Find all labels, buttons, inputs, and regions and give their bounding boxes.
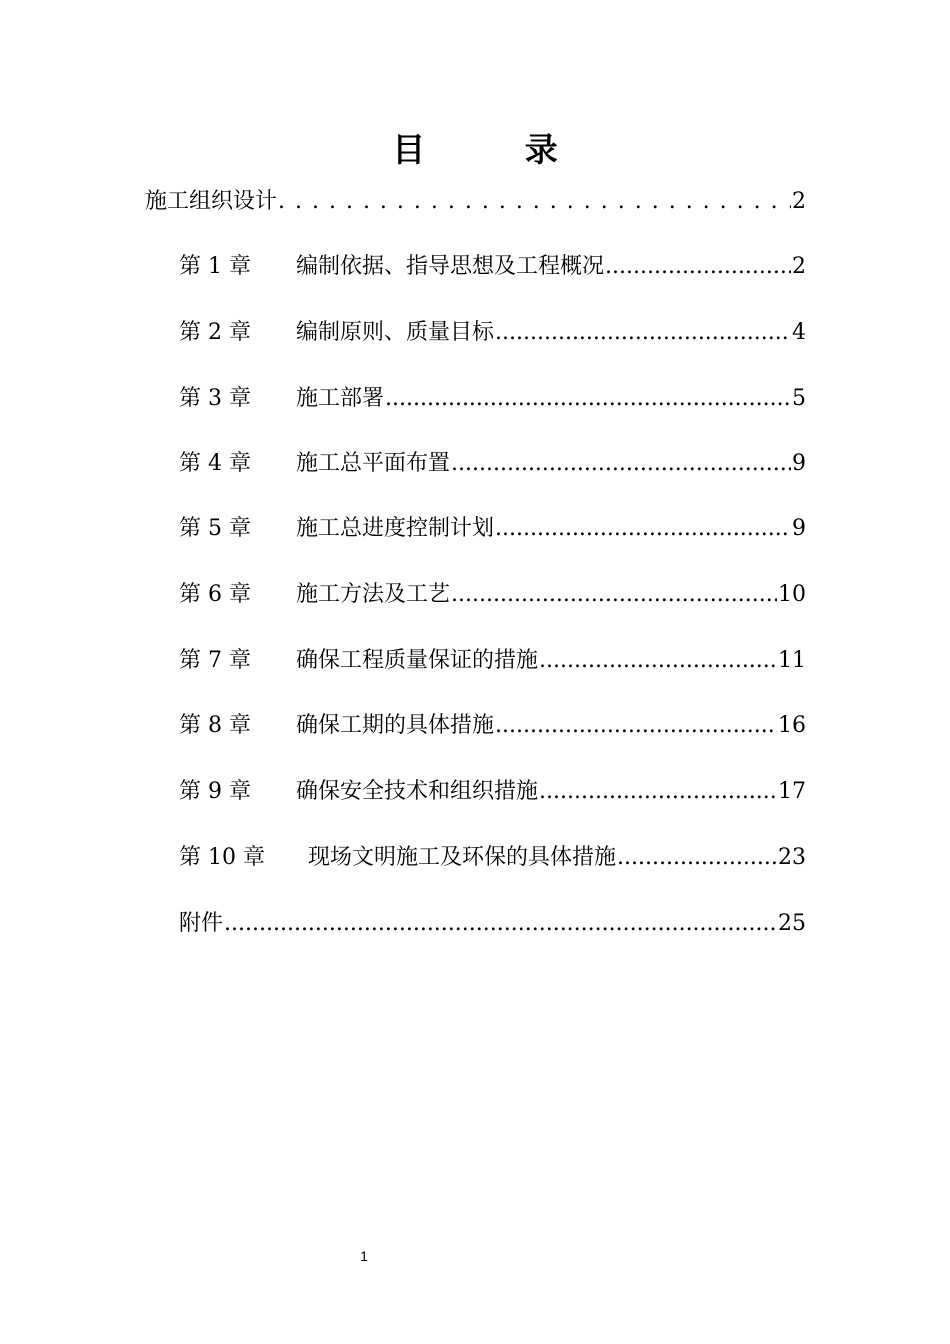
page-number-footer: 1 <box>360 1248 368 1264</box>
toc-entry-page: 17 <box>778 779 806 804</box>
toc-chapter-number: 第 4 章 <box>179 451 251 476</box>
toc-entry-page: 5 <box>792 386 806 411</box>
toc-entry-chapter-3[interactable] <box>179 384 806 414</box>
toc-entry-label: 编制依据、指导思想及工程概况 <box>296 254 605 279</box>
toc-entry-label: 现场文明施工及环保的具体措施 <box>308 845 617 870</box>
toc-entry-page: 9 <box>792 516 806 541</box>
toc-entry-label: 施工组织设计 <box>145 189 278 214</box>
toc-chapter-number: 第 5 章 <box>179 516 251 541</box>
toc-leader-dots <box>385 384 791 414</box>
toc-entry-label: 施工总进度控制计划 <box>296 516 495 541</box>
toc-title: 目 录 <box>392 130 602 169</box>
toc-entry-page: 11 <box>778 648 806 673</box>
toc-chapter-number: 第 2 章 <box>179 320 251 345</box>
toc-leader-dots <box>495 514 791 544</box>
toc-leader-dots <box>451 580 777 610</box>
toc-entry-chapter-6[interactable] <box>179 580 806 610</box>
toc-leader-dots <box>539 646 777 676</box>
toc-entry-top[interactable] <box>145 187 806 217</box>
toc-entry-chapter-2[interactable] <box>179 318 806 348</box>
toc-leader-dots <box>605 252 791 282</box>
toc-entry-chapter-9[interactable] <box>179 777 806 807</box>
toc-entry-label: 施工部署 <box>296 386 385 411</box>
toc-leader-dots <box>539 777 777 807</box>
toc-entry-page: 25 <box>778 911 806 936</box>
toc-entry-page: 4 <box>792 320 806 345</box>
toc-entry-label: 确保工期的具体措施 <box>296 713 495 738</box>
toc-leader-dots <box>224 909 777 939</box>
toc-entry-page: 2 <box>792 254 806 279</box>
toc-chapter-number: 第 1 章 <box>179 254 251 279</box>
toc-entry-chapter-8[interactable] <box>179 711 806 741</box>
toc-entry-label: 确保工程质量保证的措施 <box>296 648 539 673</box>
toc-entry-label: 编制原则、质量目标 <box>296 320 495 345</box>
toc-chapter-number: 第 6 章 <box>179 582 251 607</box>
toc-entry-page: 23 <box>778 845 806 870</box>
toc-entry-chapter-4[interactable] <box>179 449 806 479</box>
toc-chapter-number: 第 3 章 <box>179 386 251 411</box>
toc-leader-dots <box>495 711 777 741</box>
toc-entry-appendix[interactable] <box>179 909 806 939</box>
toc-entry-label: 施工总平面布置 <box>296 451 451 476</box>
toc-entry-chapter-5[interactable] <box>179 514 806 544</box>
toc-entry-page: 16 <box>778 713 806 738</box>
toc-chapter-number: 第 7 章 <box>179 648 251 673</box>
toc-leader-dots <box>451 449 791 479</box>
toc-entry-page: 10 <box>778 582 806 607</box>
toc-entry-label: 施工方法及工艺 <box>296 582 451 607</box>
toc-chapter-number: 第 9 章 <box>179 779 251 804</box>
toc-entry-chapter-10[interactable] <box>179 843 806 873</box>
toc-entry-label: 附件 <box>179 911 224 936</box>
toc-leader-dots <box>495 318 791 348</box>
toc-entry-page: 9 <box>792 451 806 476</box>
toc-chapter-number: 第 10 章 <box>179 845 265 870</box>
toc-entry-page: 2 <box>792 189 806 214</box>
toc-leader-dots <box>617 843 777 873</box>
toc-chapter-number: 第 8 章 <box>179 713 251 738</box>
toc-entry-chapter-1[interactable] <box>179 252 806 282</box>
toc-entry-label: 确保安全技术和组织措施 <box>296 779 539 804</box>
toc-leader-dots <box>278 187 791 217</box>
toc-entry-chapter-7[interactable] <box>179 646 806 676</box>
